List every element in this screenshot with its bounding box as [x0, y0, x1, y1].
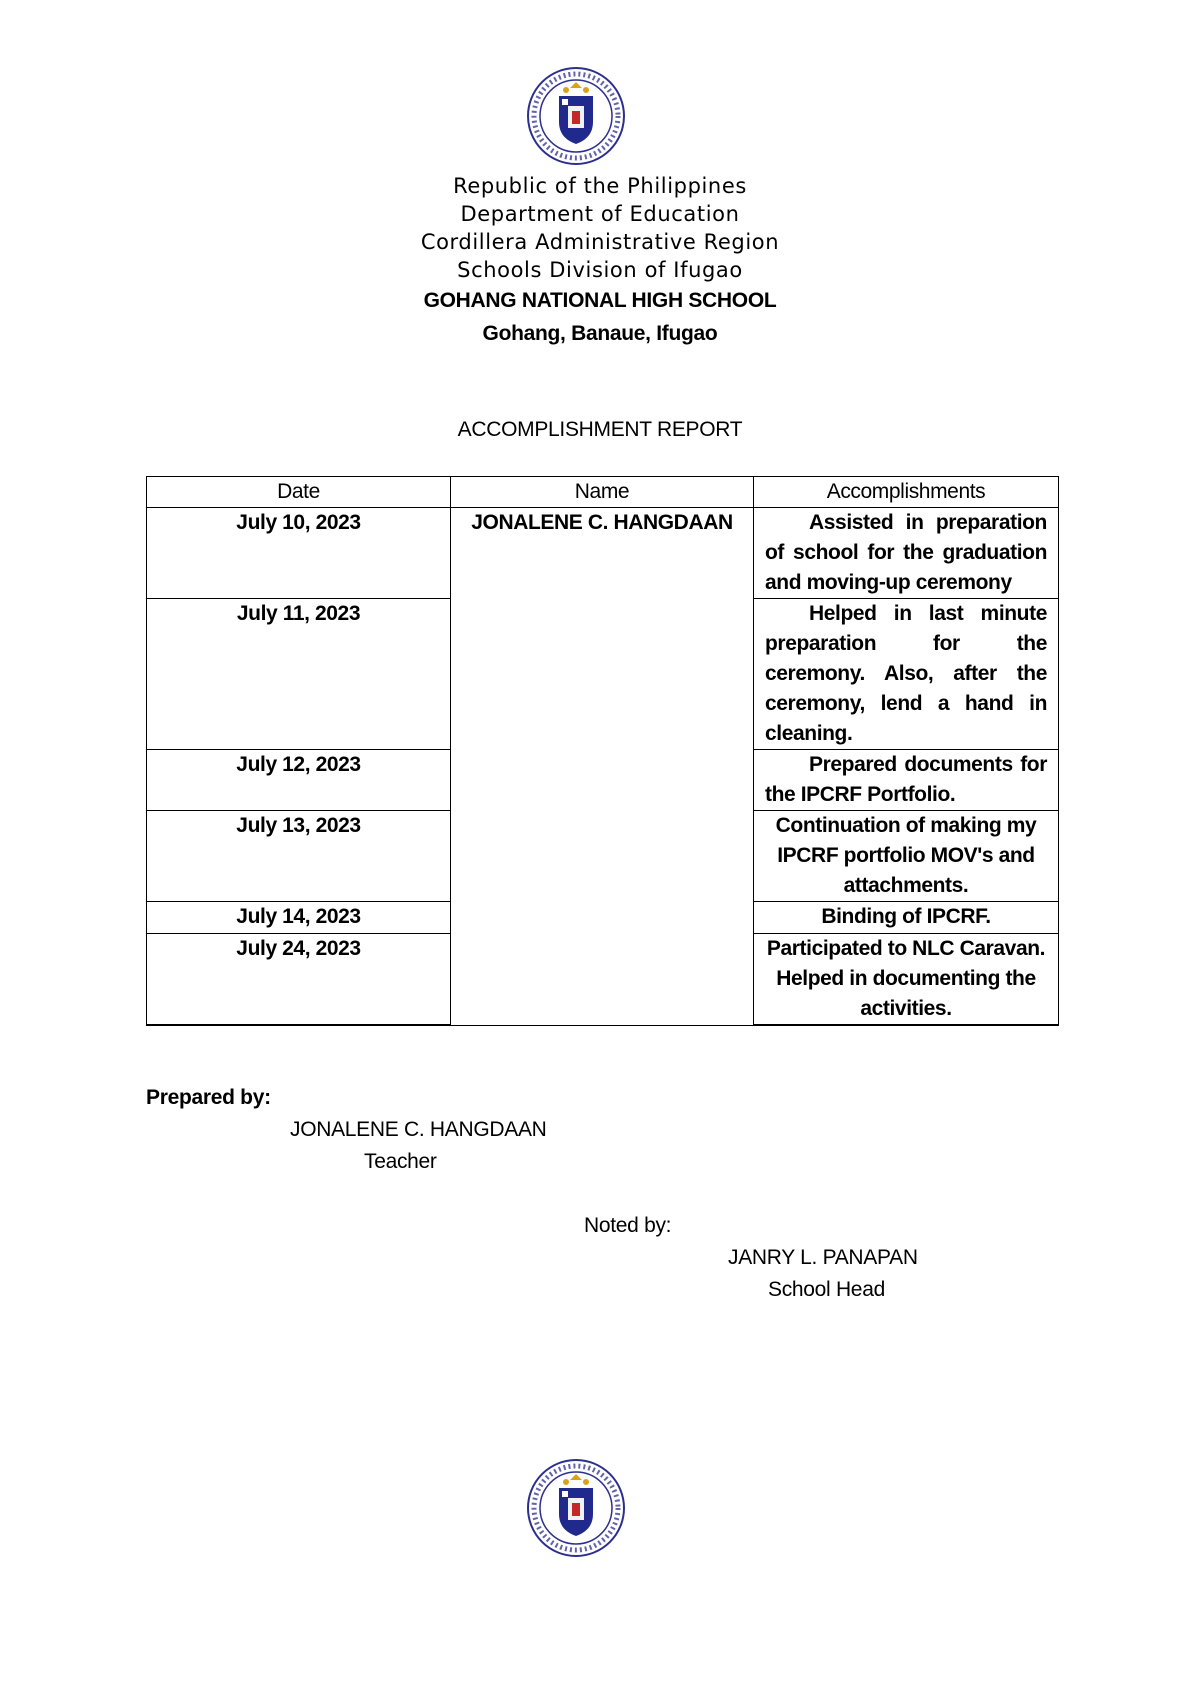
date-cell: July 10, 2023	[147, 508, 451, 599]
name-cell: JONALENE C. HANGDAAN	[451, 508, 754, 1026]
column-header-name: Name	[451, 477, 754, 508]
date-cell: July 11, 2023	[147, 599, 451, 750]
letterhead-line-4: Schools Division of Ifugao	[457, 258, 743, 282]
noted-by-name: JANRY L. PANAPAN	[728, 1246, 918, 1269]
accomplishment-cell: Prepared documents for the IPCRF Portfolio.	[754, 750, 1059, 811]
column-header-date: Date	[147, 477, 451, 508]
prepared-by-position: Teacher	[364, 1150, 437, 1173]
document-title: ACCOMPLISHMENT REPORT	[457, 418, 743, 441]
table-header-row	[147, 477, 1059, 508]
date-cell: July 12, 2023	[147, 750, 451, 811]
school-address: Gohang, Banaue, Ifugao	[482, 322, 718, 345]
letterhead-line-2: Department of Education	[460, 202, 740, 226]
deped-seal-icon	[526, 1458, 626, 1558]
accomplishment-cell: Continuation of making my IPCRF portfolio MOV's and attachments.	[754, 811, 1059, 902]
column-header-accomplishments: Accomplishments	[754, 477, 1059, 508]
letterhead-line-3: Cordillera Administrative Region	[420, 230, 780, 254]
school-name: GOHANG NATIONAL HIGH SCHOOL	[423, 289, 777, 312]
deped-seal-icon	[526, 66, 626, 166]
date-cell: July 13, 2023	[147, 811, 451, 902]
noted-by-label: Noted by:	[584, 1214, 672, 1237]
date-cell: July 14, 2023	[147, 902, 451, 934]
noted-by-position: School Head	[768, 1278, 885, 1301]
accomplishment-cell: Helped in last minute preparation for the ceremony. Also, after the ceremony, lend a hand in cleaning.	[754, 599, 1059, 750]
table-row	[147, 508, 1059, 599]
letterhead-line-1: Republic of the Philippines	[453, 174, 747, 198]
accomplishment-cell: Binding of IPCRF.	[754, 902, 1059, 934]
date-cell: July 24, 2023	[147, 934, 451, 1026]
accomplishment-table	[146, 476, 1059, 1026]
prepared-by-name: JONALENE C. HANGDAAN	[290, 1118, 547, 1141]
prepared-by-label: Prepared by:	[146, 1086, 271, 1109]
accomplishment-cell: Participated to NLC Caravan. Helped in documenting the activities.	[754, 934, 1059, 1026]
accomplishment-cell: Assisted in preparation of school for the graduation and moving-up ceremony	[754, 508, 1059, 599]
